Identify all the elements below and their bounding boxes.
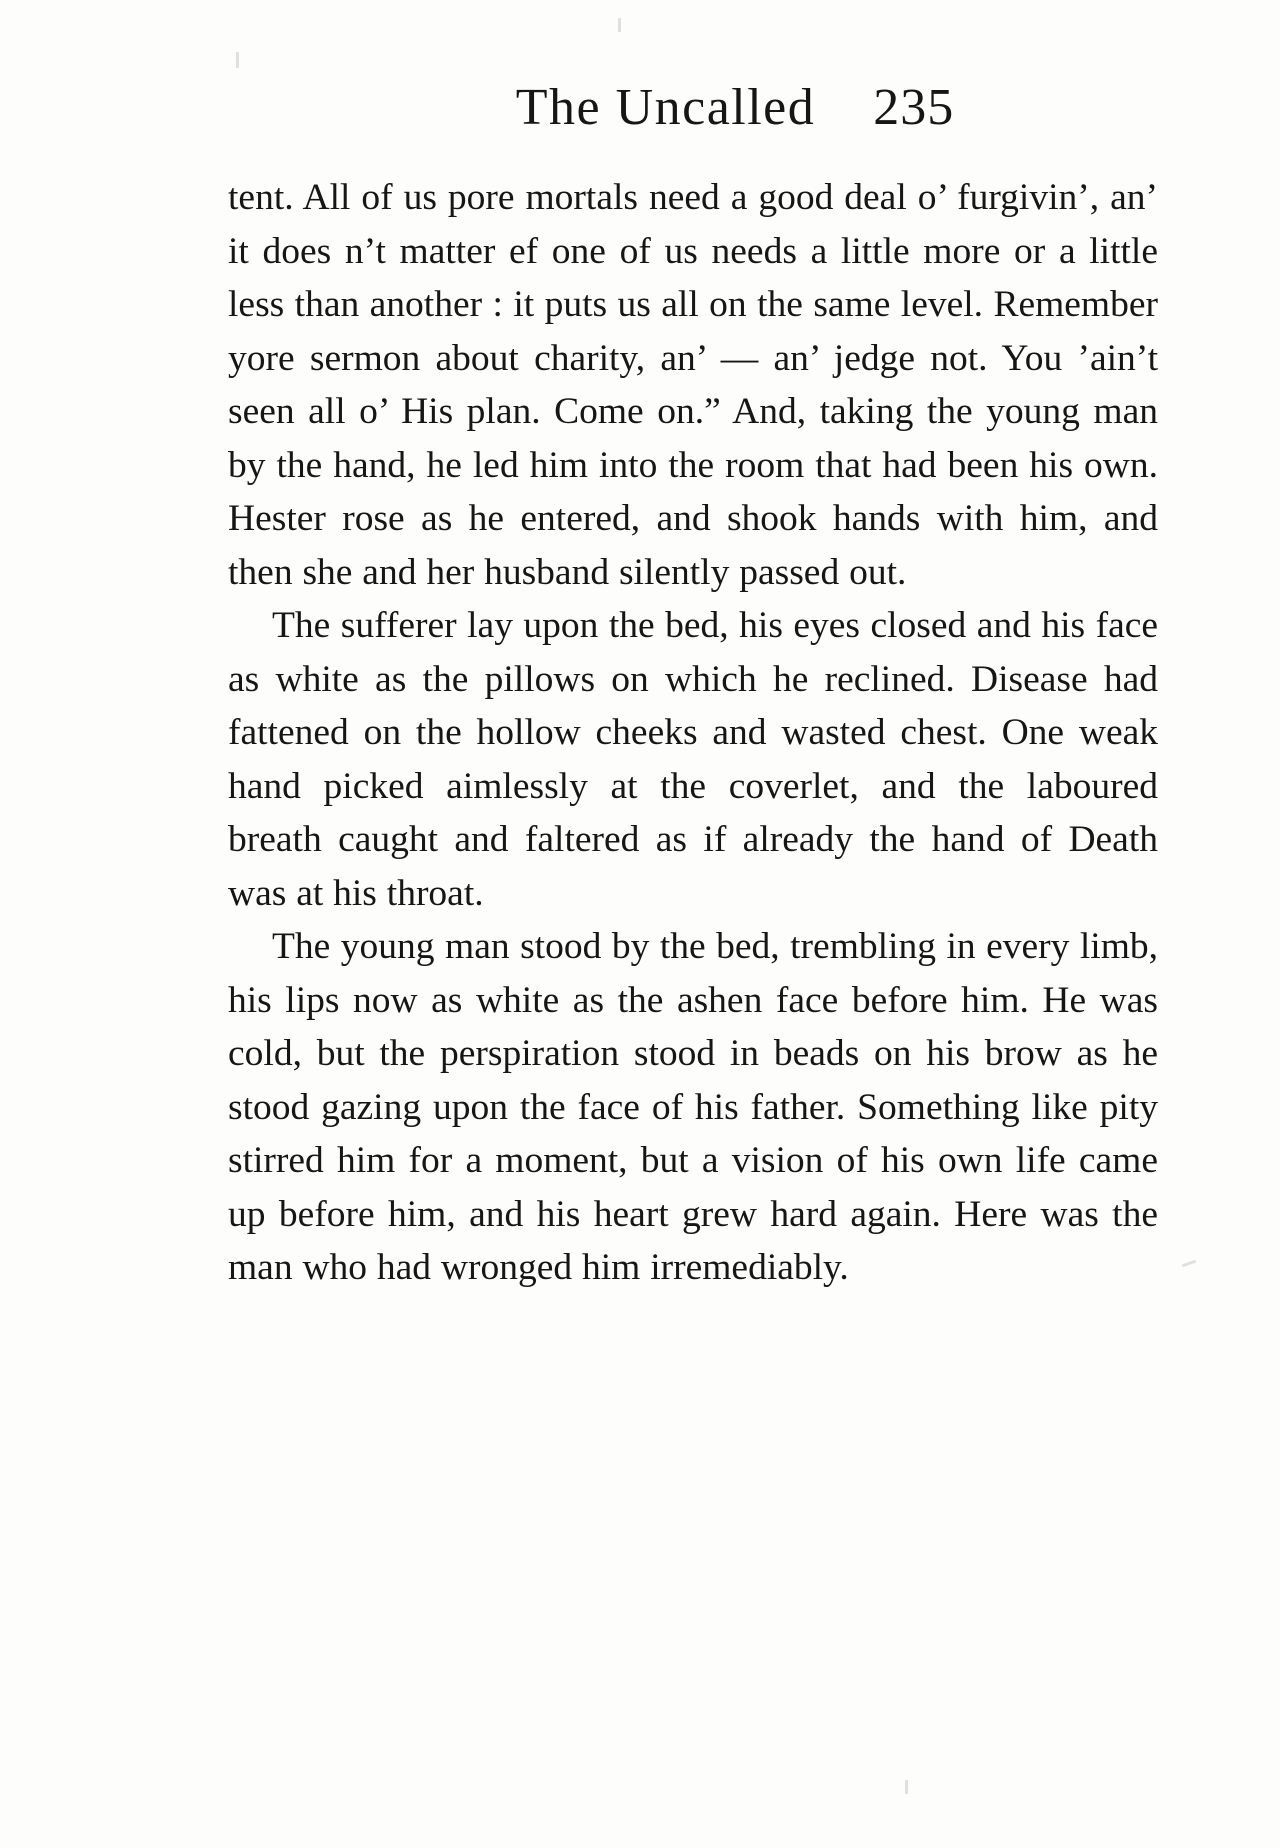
page-content — [228, 78, 1158, 1295]
book-title: The Uncalled — [515, 79, 816, 136]
running-head — [312, 78, 1158, 137]
page-speck — [618, 18, 621, 32]
paragraph-3: The young man stood by the bed, trembling in every limb, his lips now as white as the ashen face before him. He was cold, but the perspiration stood in beads on his brow as he stood gazing upon the face of his father. Something like pity stirred him for a moment, but a vision of his own life came up before him, and his heart grew hard again. Here was the man who had wronged him irremediably. — [228, 926, 1158, 1288]
paragraph-1: tent. All of us pore mortals need a good deal o’ furgivin’, an’ it does n’t matter ef one of us needs a little more or a little less than another : it puts us all on the same level. Remember yore sermon about charity, an’ — an’ jedge not. You ’ain’t seen all o’ His plan. Come on.” And, taking the young man by the hand, he led him into the room that had been his own. Hester rose as he entered, and shook hands with him, and then she and her husband silently passed out. — [228, 177, 1158, 593]
page-number: 235 — [873, 79, 955, 136]
page-speck — [1182, 1260, 1196, 1268]
body-text — [228, 171, 1158, 1295]
page-speck — [905, 1780, 908, 1794]
page-speck — [236, 52, 239, 68]
paragraph-2: The sufferer lay upon the bed, his eyes closed and his face as white as the pillows on which he reclined. Disease had fattened on the hollow cheeks and wasted chest. One weak hand picked aimlessly at the coverlet, and the laboured breath caught and faltered as if already the hand of Death was at his throat. — [228, 605, 1158, 914]
